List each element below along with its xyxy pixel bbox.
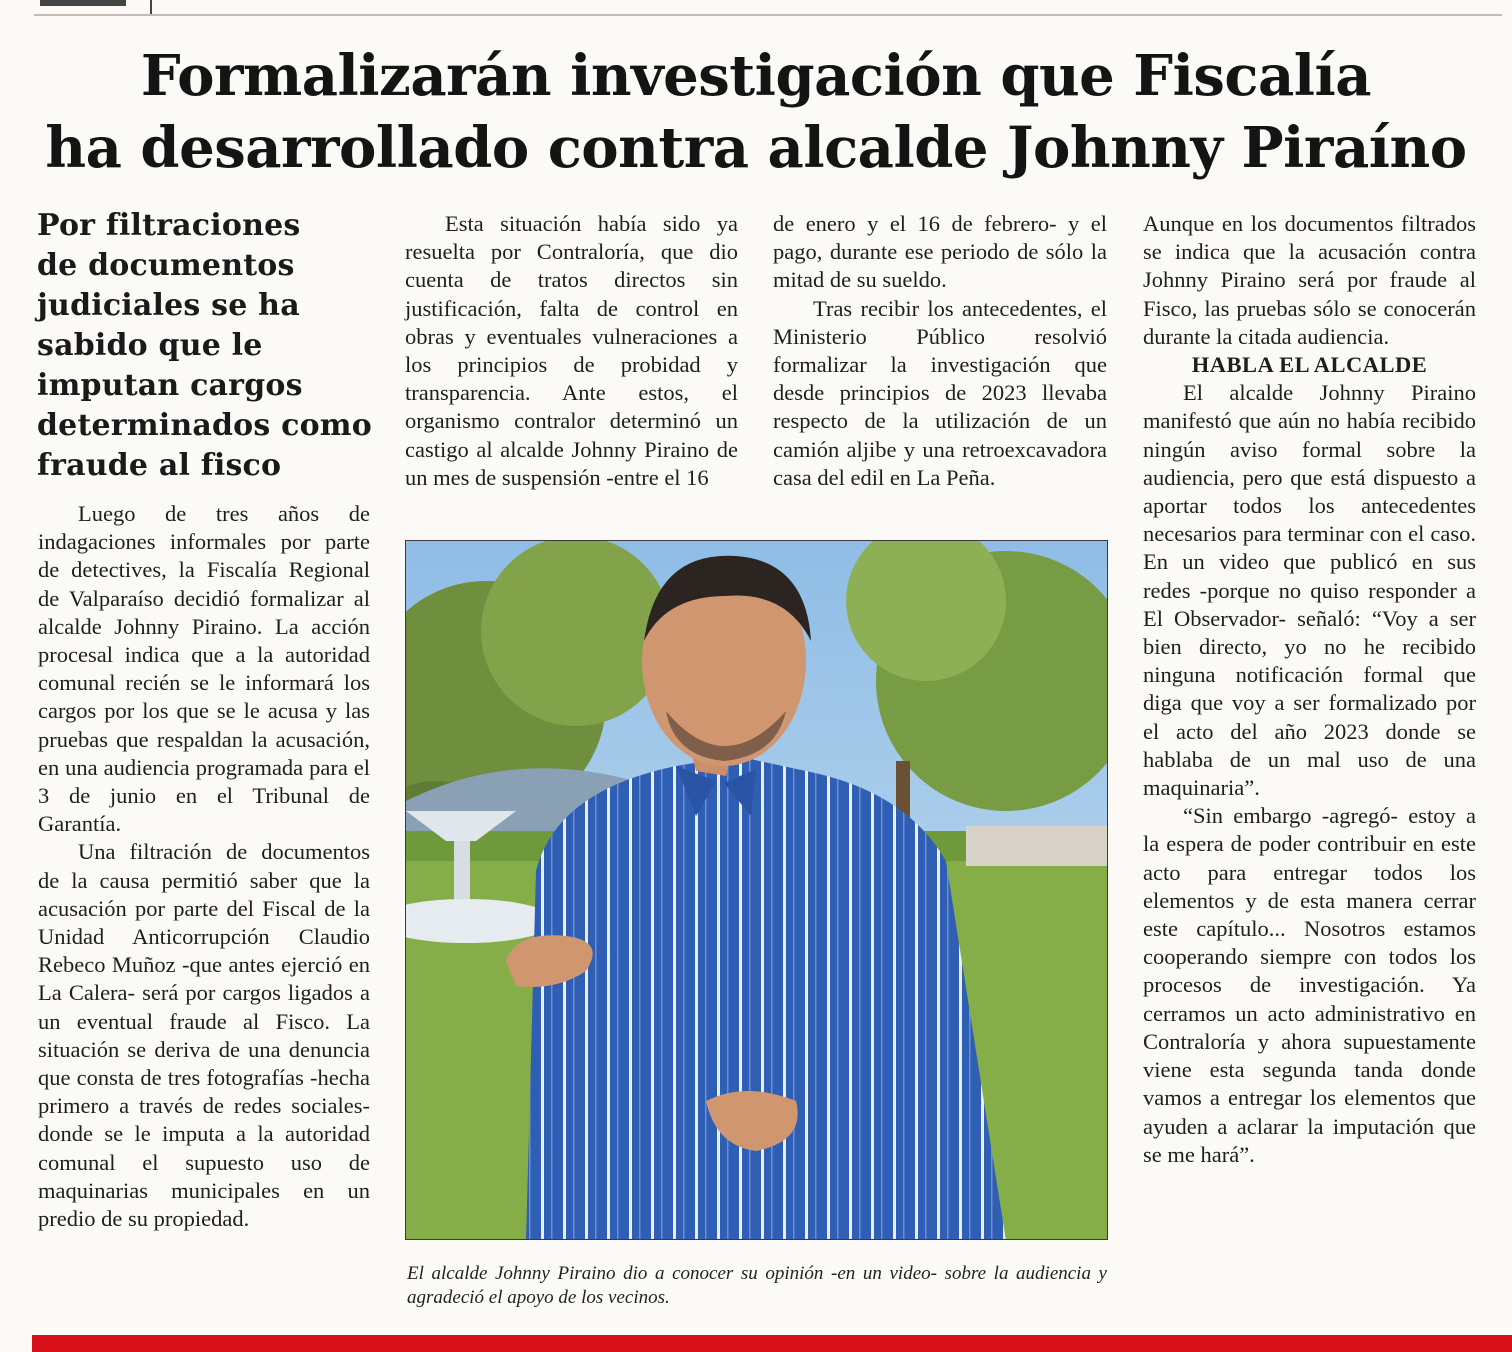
article-column-1 bbox=[38, 500, 370, 1233]
paragraph: “Sin embargo -agregó- estoy a la espera de poder contribuir en este acto para entregar todos los elementos y de esta manera cerrar este capítulo... Nosotros estamos cooperando siempre con todos los procesos de investigación. Ya cerramos un acto administrativo en Contraloría y ahora supuestamente viene esta segunda tanda donde vamos a entregar los elementos que ayuden a aclarar la imputación que se me hará”. bbox=[1143, 803, 1476, 1167]
page-header-strip bbox=[0, 0, 1512, 18]
deck-line: imputan cargos bbox=[37, 368, 303, 403]
deck-line: fraude al fisco bbox=[37, 448, 282, 483]
headline-line-2: ha desarrollado contra alcalde Johnny Piraíno bbox=[45, 115, 1467, 181]
paragraph: Aunque en los documentos filtrados se indica que la acusación contra Johnny Piraino será por fraude al Fisco, las pruebas sólo se conocerán durante la citada audiencia. bbox=[1143, 211, 1476, 349]
deck-line: de documentos bbox=[37, 248, 295, 283]
paragraph: Luego de tres años de indagaciones informales por parte de detectives, la Fiscalía Regional de Valparaíso decidió formalizar al alcalde Johnny Piraino. La acción procesal indica que a la autoridad comunal recién se le informará los cargos por los que se le acusa y las pruebas que respaldan la acusación, en una audiencia programada para el 3 de junio en el Tribunal de Garantía. bbox=[38, 501, 370, 837]
paragraph: de enero y el 16 de febrero- y el pago, durante ese periodo de sólo la mitad de su sueldo. bbox=[773, 211, 1107, 293]
photo-caption: El alcalde Johnny Piraino dio a conocer su opinión -en un video- sobre la audiencia y agradeció el apoyo de los vecinos. bbox=[407, 1263, 1107, 1308]
deck-line: determinados como bbox=[37, 408, 372, 443]
deck-line: judiciales se ha bbox=[37, 288, 300, 323]
header-block bbox=[40, 0, 126, 6]
article-photo bbox=[405, 540, 1108, 1240]
deck-line: sabido que le bbox=[37, 328, 263, 363]
article-column-2 bbox=[405, 210, 738, 492]
portrait-illustration bbox=[406, 541, 1108, 1240]
article-column-3 bbox=[773, 210, 1107, 492]
deck-line: Por filtraciones bbox=[37, 208, 301, 243]
paragraph: Tras recibir los antecedentes, el Ministerio Público resolvió formalizar la investigación que desde principios de 2023 llevaba respecto de la utilización de un camión aljibe y una retroexcavadora casa del edil en La Peña. bbox=[773, 295, 1107, 490]
paragraph: El alcalde Johnny Piraino manifestó que aún no había recibido ningún aviso formal sobre la audiencia, pero que está dispuesto a aportar todos los antecedentes necesarios para terminar con el caso. En un video que publicó en sus redes -porque no quiso responder a El Observador- señaló: “Voy a ser bien directo, yo no he recibido ninguna notificación formal que diga que voy a ser formalizado por el acto del año 2023 donde se hablaba de un mal uso de una maquinaria”. bbox=[1143, 380, 1476, 801]
article-column-4 bbox=[1143, 210, 1476, 1169]
section-subhead: HABLA EL ALCALDE bbox=[1191, 352, 1428, 378]
paragraph: Una filtración de documentos de la causa permitió saber que la acusación por parte del Fiscal de la Unidad Anticorrupción Claudio Rebeco Muñoz -que antes ejerció en La Calera- será por cargos ligados a un eventual fraude al Fisco. La situación se deriva de una denuncia que consta de tres fotografías -hecha primero a través de redes sociales- donde se le imputa a la autoridad comunal el supuesto uso de maquinarias municipales en un predio de su propiedad. bbox=[38, 839, 370, 1232]
header-rule bbox=[34, 14, 1502, 16]
headline-line-1: Formalizarán investigación que Fiscalía bbox=[140, 43, 1372, 109]
headline bbox=[40, 40, 1472, 184]
footer-red-bar bbox=[32, 1335, 1512, 1352]
header-separator bbox=[150, 0, 152, 14]
deck-subheading bbox=[37, 206, 377, 486]
paragraph: Esta situación había sido ya resuelta por Contraloría, que dio cuenta de tratos directos sin justificación, falta de control en obras y eventuales vulneraciones a los principios de probidad y transparencia. Ante estos, el organismo contralor determinó un castigo al alcalde Johnny Piraino de un mes de suspensión -entre el 16 bbox=[405, 211, 738, 490]
